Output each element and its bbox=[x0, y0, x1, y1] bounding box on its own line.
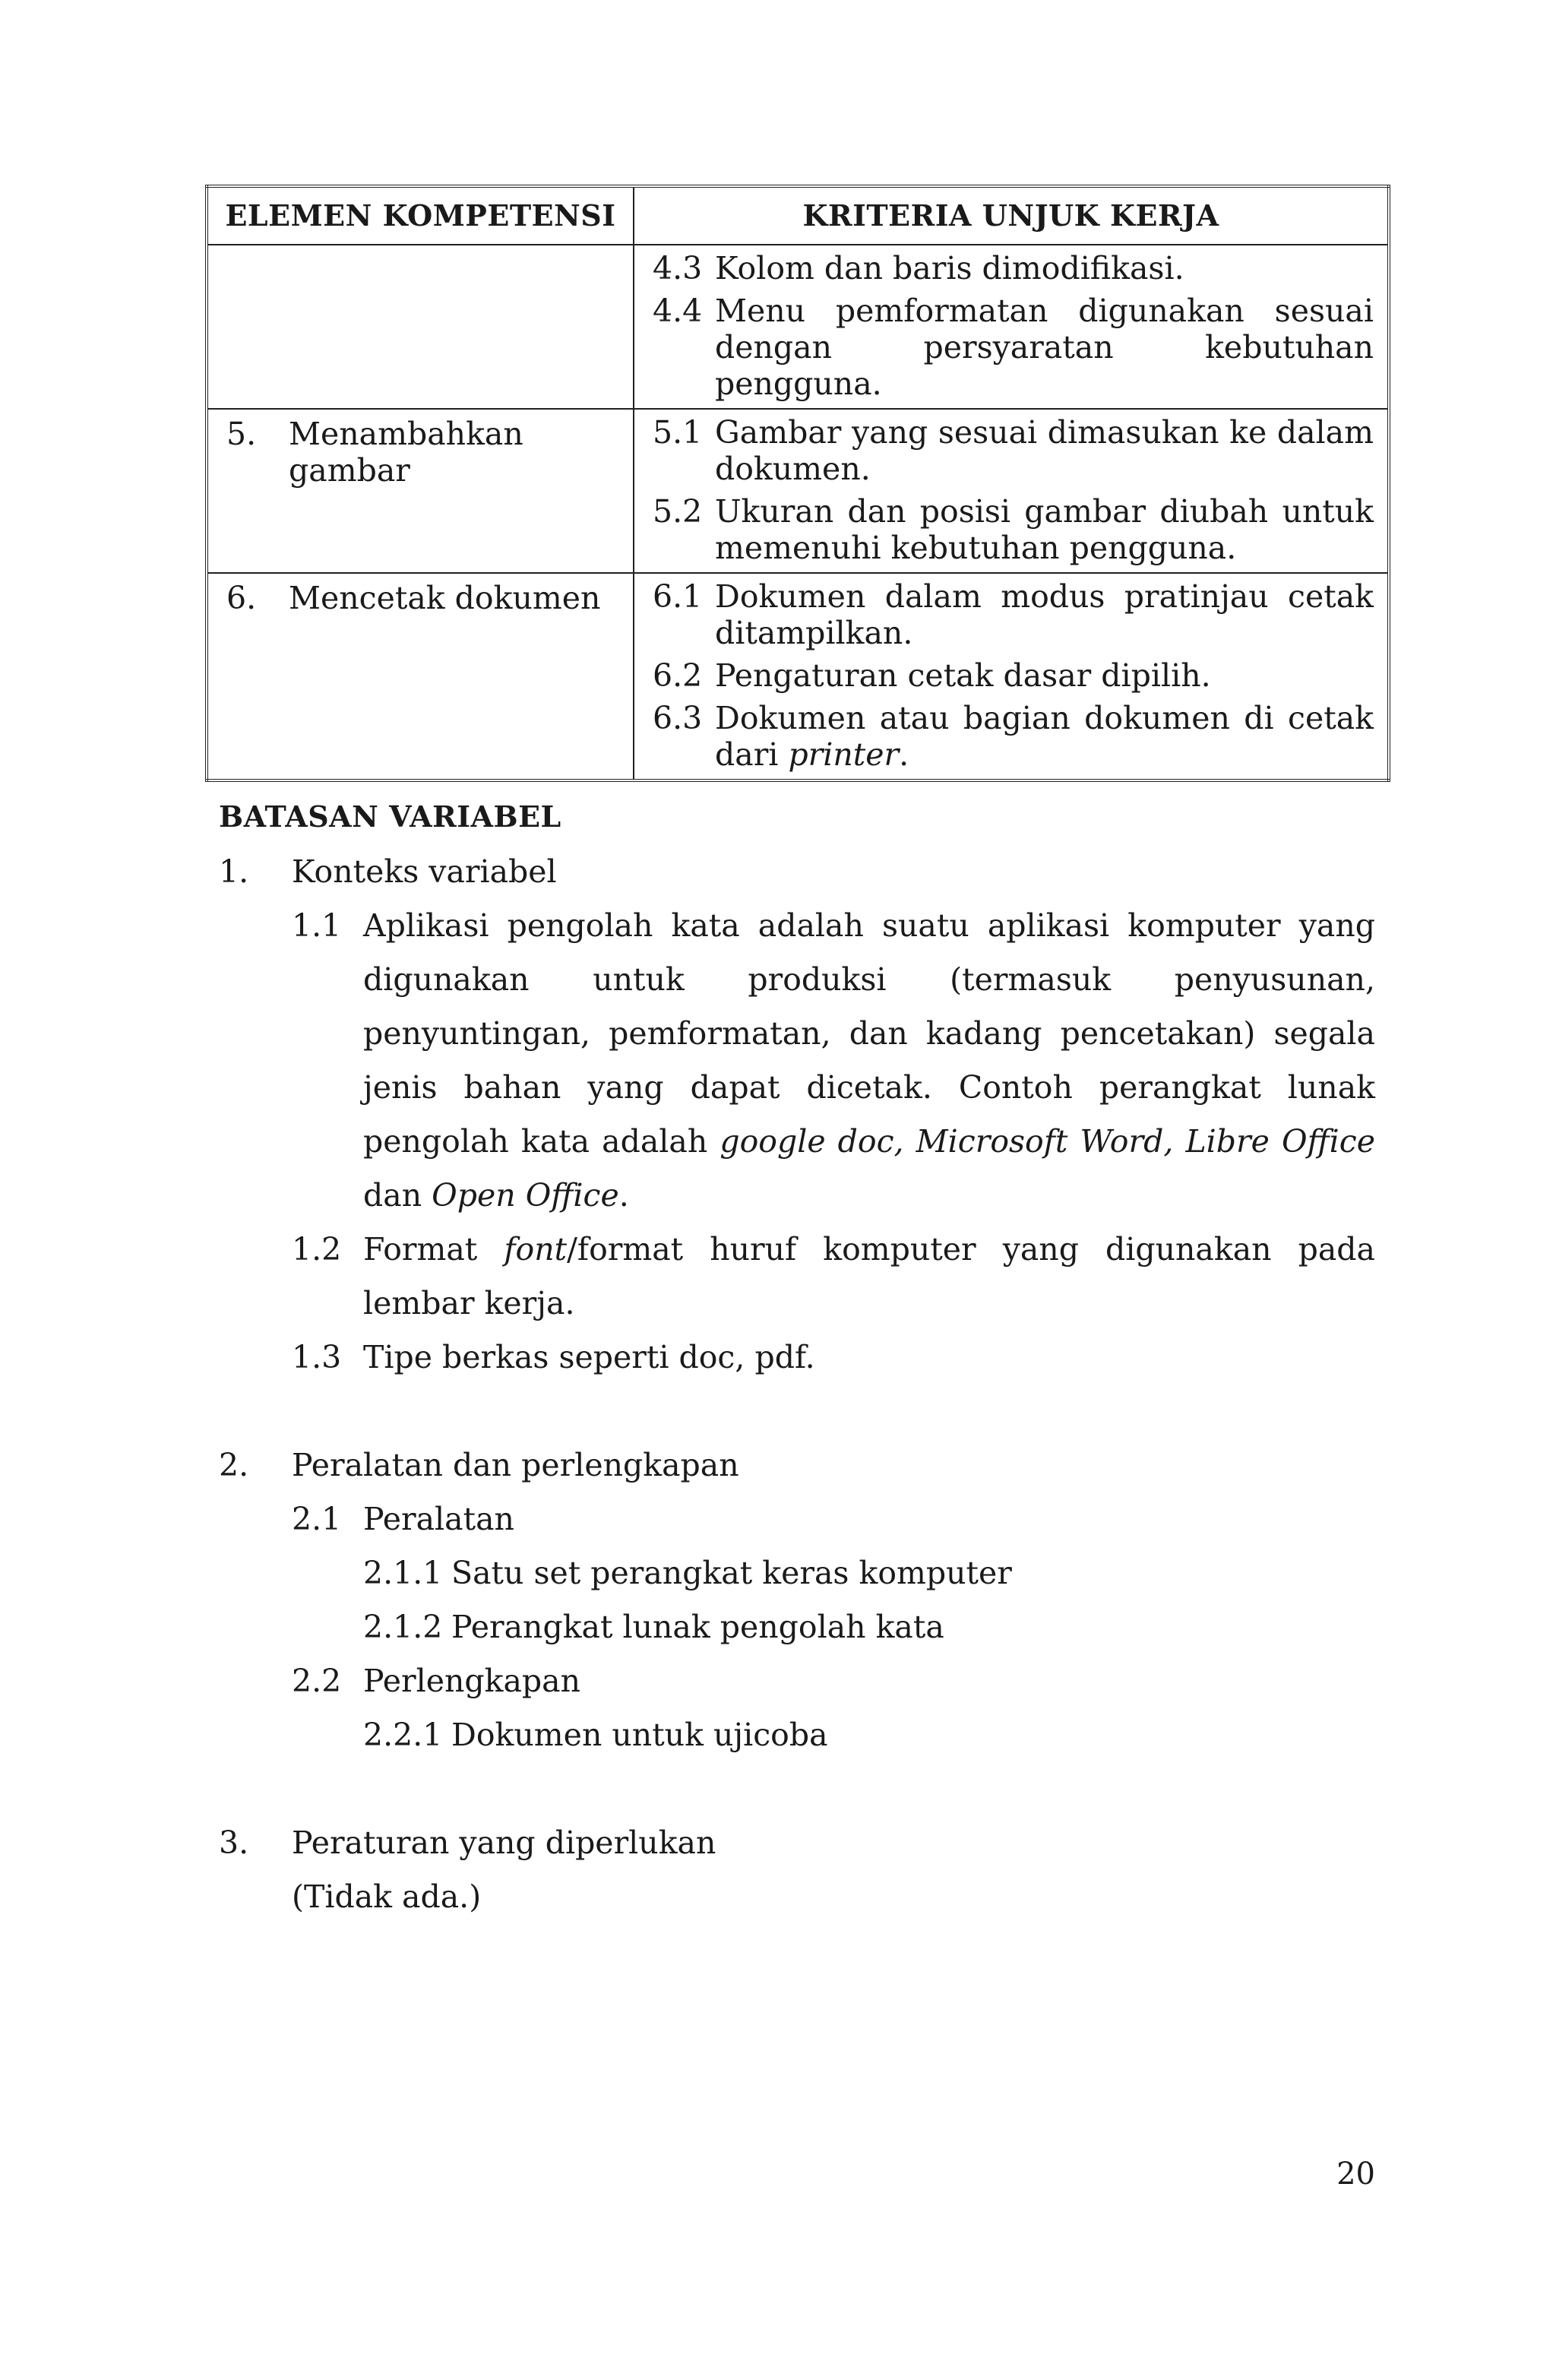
text-italic: google doc, Microsoft Word, Libre Office bbox=[719, 1123, 1375, 1160]
section-title-batasan-variabel: BATASAN VARIABEL bbox=[219, 799, 561, 834]
list-heading: Peralatan dan perlengkapan bbox=[292, 1447, 739, 1483]
kriteria-text: Menu pemformatan digunakan sesuai dengan persyaratan kebutuhan pengguna. bbox=[715, 293, 1374, 402]
header-kriteria-unjuk-kerja: KRITERIA UNJUK KERJA bbox=[634, 186, 1389, 245]
list-number: 2.1.2 bbox=[363, 1609, 443, 1645]
elemen-number: 6. bbox=[226, 580, 257, 616]
list-item bbox=[292, 1223, 1375, 1331]
list-number: 1.2 bbox=[292, 1231, 342, 1268]
text-part: . bbox=[618, 1177, 629, 1214]
note-text: (Tidak ada.) bbox=[292, 1878, 482, 1915]
list-item bbox=[219, 1438, 1375, 1492]
list-text: Dokumen untuk ujicoba bbox=[451, 1717, 828, 1753]
elemen-cell bbox=[207, 245, 634, 409]
list-item bbox=[219, 845, 1375, 899]
list-item bbox=[219, 1816, 1375, 1870]
elemen-number: 5. bbox=[226, 416, 257, 452]
header-elemen-kompetensi: ELEMEN KOMPETENSI bbox=[207, 186, 634, 245]
list-text: Perangkat lunak pengolah kata bbox=[451, 1609, 944, 1645]
kriteria-number: 6.1 bbox=[653, 578, 703, 615]
competency-table bbox=[205, 185, 1390, 782]
kriteria-text bbox=[715, 700, 1374, 773]
kriteria-number: 6.2 bbox=[653, 657, 703, 694]
text-part: dan bbox=[363, 1177, 432, 1214]
spacer bbox=[219, 1385, 1375, 1438]
text-part: Format bbox=[363, 1231, 504, 1268]
kriteria-text-italic: printer bbox=[788, 736, 900, 773]
kriteria-text: Ukuran dan posisi gambar diubah untuk memenuhi kebutuhan pengguna. bbox=[715, 493, 1374, 566]
list-text bbox=[363, 1223, 1375, 1331]
list-number: 1.1 bbox=[292, 907, 342, 944]
elemen-cell bbox=[207, 573, 634, 780]
list-number: 1.3 bbox=[292, 1339, 342, 1375]
list-number: 2.1 bbox=[292, 1501, 342, 1537]
list-item bbox=[363, 1600, 1375, 1654]
kriteria-cell bbox=[634, 245, 1389, 409]
list-heading: Konteks variabel bbox=[292, 853, 557, 890]
kriteria-text-part: . bbox=[899, 736, 909, 773]
list-item bbox=[292, 1654, 1375, 1708]
list-number: 2.2.1 bbox=[363, 1717, 443, 1753]
text-part: Aplikasi pengolah kata adalah suatu aplikasi komputer yang digunakan untuk produksi (termasuk penyusunan, penyuntingan, pemformatan, dan kadang pencetakan) segala jenis bahan yang dapat dicetak. Contoh perangkat lunak pengolah kata adalah bbox=[363, 907, 1375, 1160]
list-item bbox=[292, 899, 1375, 1223]
kriteria-text: Kolom dan baris dimodifikasi. bbox=[715, 250, 1184, 286]
text-italic: Open Office bbox=[432, 1177, 619, 1214]
kriteria-item bbox=[653, 657, 1374, 694]
kriteria-number: 4.3 bbox=[653, 250, 703, 286]
kriteria-number: 5.1 bbox=[653, 414, 703, 451]
table-header-row bbox=[207, 186, 1389, 245]
list-number: 1. bbox=[219, 853, 249, 890]
kriteria-text: Gambar yang sesuai dimasukan ke dalam dokumen. bbox=[715, 414, 1374, 487]
kriteria-text: Dokumen dalam modus pratinjau cetak ditampilkan. bbox=[715, 578, 1374, 651]
kriteria-item bbox=[653, 578, 1374, 651]
list-item bbox=[363, 1546, 1375, 1600]
list-number: 2. bbox=[219, 1447, 249, 1483]
list-heading: Peraturan yang diperlukan bbox=[292, 1825, 716, 1861]
list-item bbox=[363, 1708, 1375, 1762]
list-text: Satu set perangkat keras komputer bbox=[451, 1555, 1012, 1591]
list-text bbox=[363, 899, 1375, 1223]
list-number: 3. bbox=[219, 1825, 249, 1861]
kriteria-number: 5.2 bbox=[653, 493, 703, 530]
page-number: 20 bbox=[1336, 2157, 1375, 2192]
elemen-text: Mencetak dokumen bbox=[289, 580, 601, 616]
kriteria-item bbox=[653, 293, 1374, 402]
table-row bbox=[207, 409, 1389, 573]
list-number: 2.1.1 bbox=[363, 1555, 443, 1591]
kriteria-cell bbox=[634, 409, 1389, 573]
table-row bbox=[207, 573, 1389, 780]
list-number: 2.2 bbox=[292, 1663, 342, 1699]
list-text: Peralatan bbox=[363, 1501, 514, 1537]
text-part: /format huruf komputer yang digunakan pada lembar kerja. bbox=[363, 1231, 1375, 1321]
elemen-cell bbox=[207, 409, 634, 573]
list-item bbox=[292, 1492, 1375, 1546]
elemen-text: Menambahkan gambar bbox=[289, 416, 523, 489]
kriteria-item bbox=[653, 250, 1374, 286]
list-text: Perlengkapan bbox=[363, 1663, 581, 1699]
kriteria-item bbox=[653, 493, 1374, 566]
text-italic: font bbox=[504, 1231, 568, 1268]
kriteria-item bbox=[653, 700, 1374, 773]
list-text: Tipe berkas seperti doc, pdf. bbox=[363, 1339, 815, 1375]
batasan-variabel-content bbox=[219, 845, 1375, 1924]
kriteria-cell bbox=[634, 573, 1389, 780]
spacer bbox=[219, 1762, 1375, 1816]
list-item bbox=[292, 1331, 1375, 1385]
kriteria-text-part: Dokumen atau bagian dokumen di cetak dari bbox=[715, 700, 1374, 773]
kriteria-text: Pengaturan cetak dasar dipilih. bbox=[715, 657, 1211, 694]
table-row bbox=[207, 245, 1389, 409]
kriteria-number: 6.3 bbox=[653, 700, 703, 736]
kriteria-number: 4.4 bbox=[653, 293, 703, 329]
kriteria-item bbox=[653, 414, 1374, 487]
